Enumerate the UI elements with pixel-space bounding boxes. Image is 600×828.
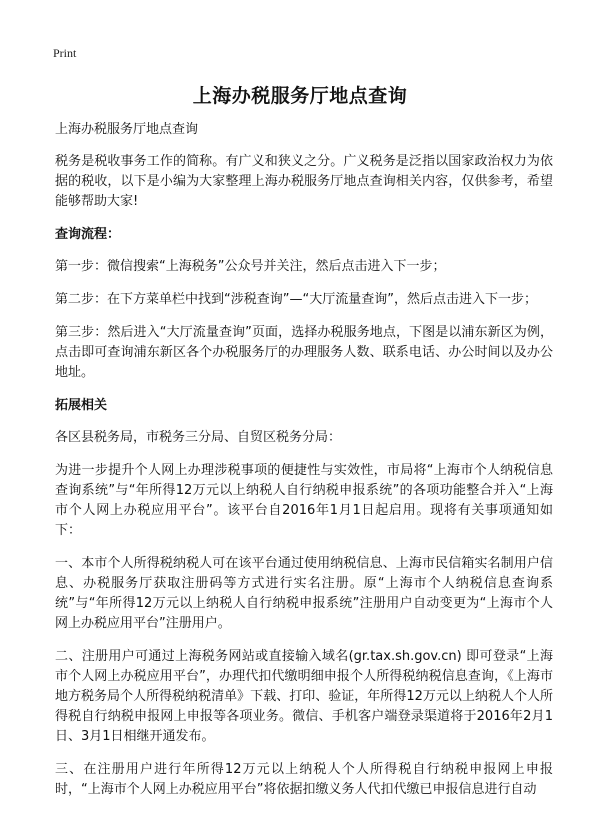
extended-paragraph-1: 各区县税务局，市税务三分局、自贸区税务分局： (55, 430, 342, 445)
print-label: Print (53, 46, 77, 60)
page-title: 上海办税服务厅地点查询 (192, 85, 408, 107)
section-heading-extended: 拓展相关 (55, 398, 108, 413)
extended-paragraph-3: 一、本市个人所得税纳税人可在该平台通过使用纳税信息、上海市民信箱实名制用户信息、办税服务厅获取注册码等方式进行实名注册。原“上海市个人纳税信息查询系统”与“年所得12万元以上纳税人自行纳税申报系统”注册用户自动变更为“上海市个人网上办税应用平台”注册用户。 (55, 556, 553, 631)
section-heading-query-process: 查询流程： (55, 227, 121, 242)
intro-paragraph: 税务是税收事务工作的简称。有广义和狭义之分。广义税务是泛指以国家政治权力为依据的税收，以下是小编为大家整理上海办税服务厅地点查询相关内容，仅供参考，希望能够帮助大家! (55, 154, 553, 209)
extended-paragraph-4: 二、注册用户可通过上海税务网站或直接输入域名(gr.tax.sh.gov.cn) 即可登录“上海市个人网上办税应用平台”，办理代扣代缴明细申报个人所得税纳税信息查询，《上海市地方税务局个人所得税纳税清单》下载、打印、验证，年所得12万元以上纳税人个人所得税自行纳税申报网上申报等各项业务。微信、手机客户端登录渠道将于2016年2月1日、3月1日相继开通发布。 (55, 649, 553, 744)
step-1-paragraph: 第一步：微信搜索“上海税务”公众号并关注，然后点击进入下一步； (55, 259, 446, 274)
extended-paragraph-2: 为进一步提升个人网上办理涉税事项的便捷性与实效性，市局将“上海市个人纳税信息查询系统”与“年所得12万元以上纳税人自行纳税申报系统”的各项功能整合并入“上海市个人网上办税应用平台”。该平台自2016年1月1日起启用。现将有关事项通知如下： (55, 463, 553, 538)
step-3-paragraph: 第三步：然后进入“大厅流量查询”页面，选择办税服务地点，下图是以浦东新区为例，点击即可查询浦东新区各个办税服务厅的办理服务人数、联系电话、办公时间以及办公地址。 (55, 325, 553, 380)
extended-paragraph-5: 三、在注册用户进行年所得12万元以上纳税人个人所得税自行纳税申报网上申报时，“上海市个人网上办税应用平台”将依据扣缴义务人代扣代缴已申报信息进行自动 (55, 762, 553, 797)
step-2-paragraph: 第二步：在下方菜单栏中找到“涉税查询”—“大厅流量查询”，然后点击进入下一步； (55, 292, 537, 307)
article-body (55, 120, 553, 813)
article-subtitle: 上海办税服务厅地点查询 (55, 122, 199, 137)
